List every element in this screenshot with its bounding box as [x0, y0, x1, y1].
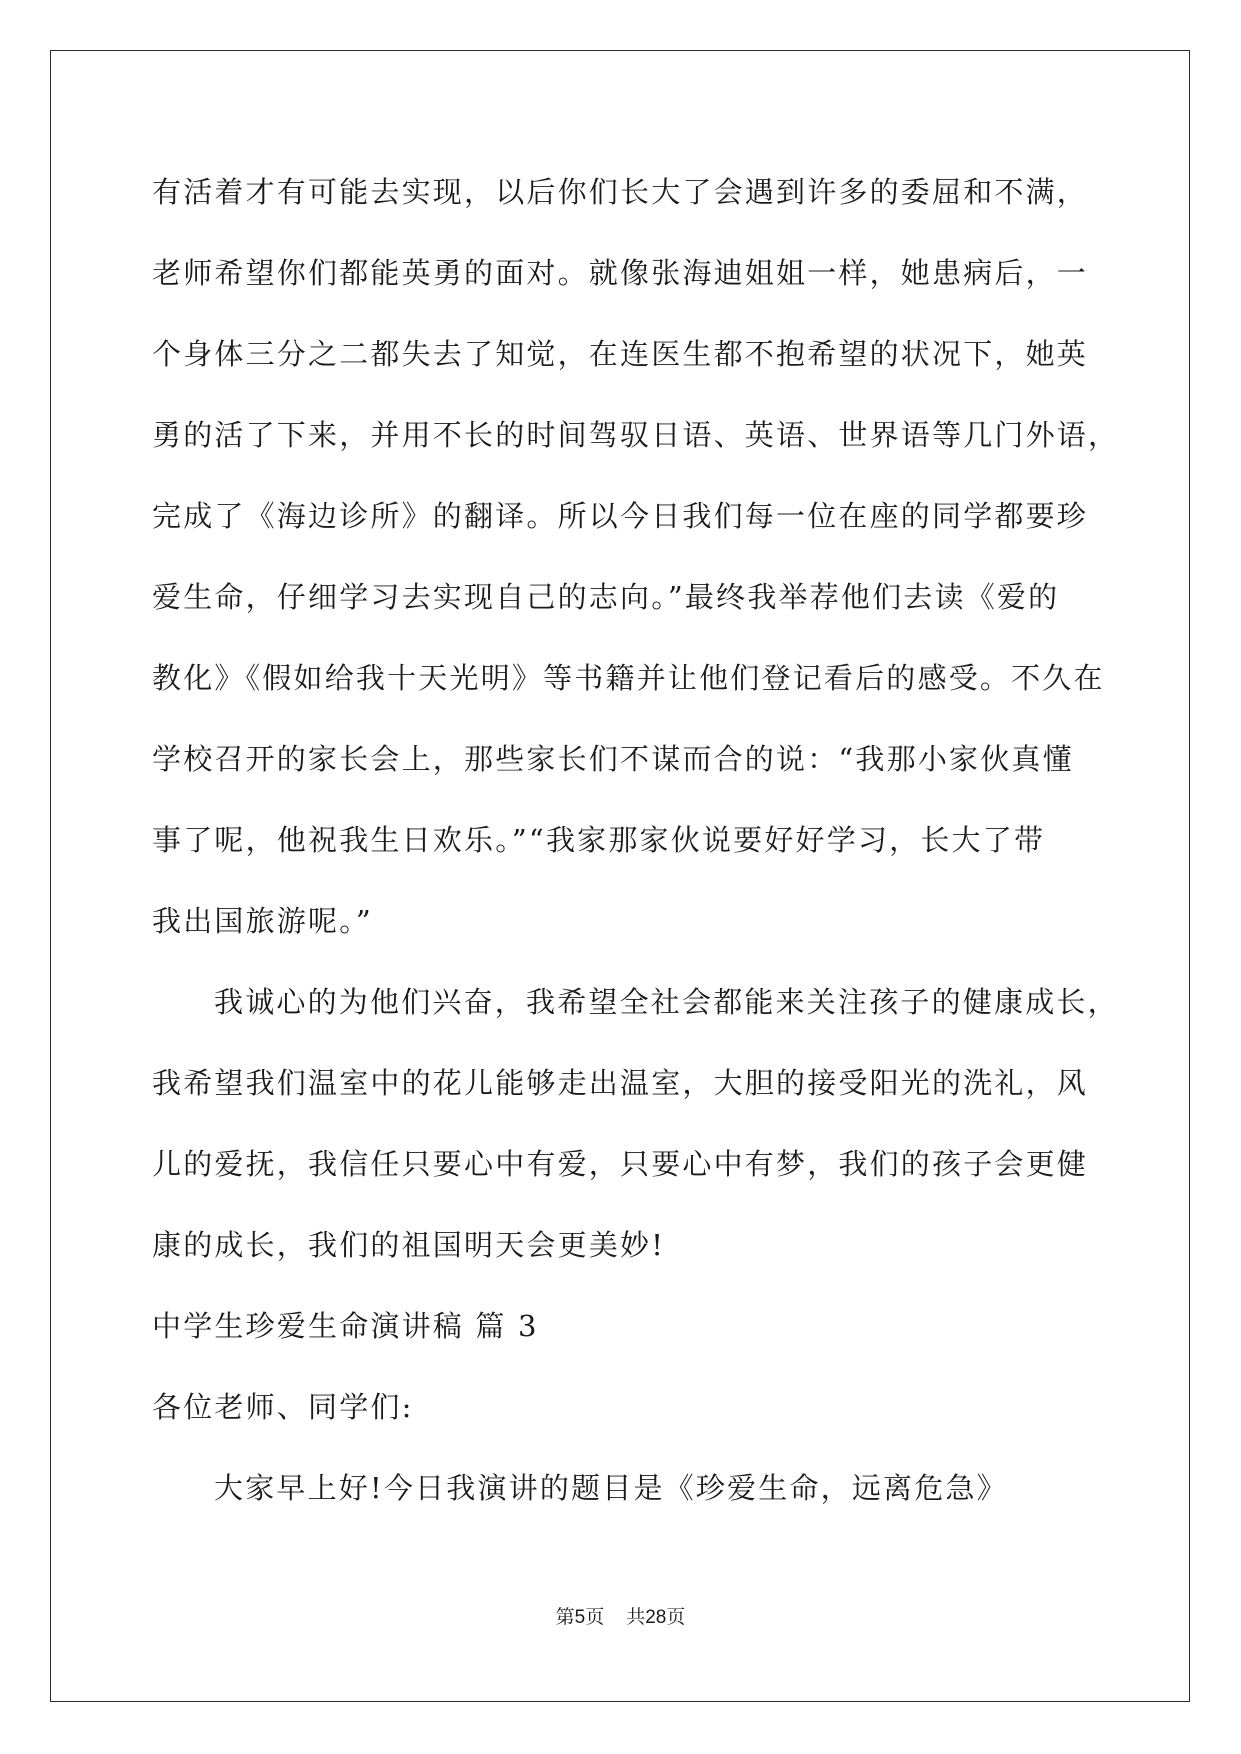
body-line-9: 事了呢，他祝我生日欢乐。”“我家那家伙说要好好学习，长大了带: [152, 823, 1046, 857]
footer-total-suffix: 页: [666, 1606, 686, 1628]
footer-page-prefix: 第: [555, 1606, 575, 1628]
body-line-8: 学校召开的家长会上，那些家长们不谋而合的说：“我那小家伙真懂: [152, 742, 1074, 776]
page-footer: [0, 1602, 1241, 1629]
body-line-5: 完成了《海边诊所》的翻译。所以今日我们每一位在座的同学都要珍: [152, 499, 1089, 533]
salutation: 各位老师、同学们:: [152, 1390, 414, 1424]
body-line-11: 我诚心的为他们兴奋，我希望全社会都能来关注孩子的健康成长，: [214, 985, 1119, 1019]
body-line-14: 康的成长，我们的祖国明天会更美妙!: [152, 1228, 666, 1262]
footer-page-current: 5: [574, 1607, 586, 1628]
body-line-6: 爱生命，仔细学习去实现自己的志向。”最终我举荐他们去读《爱的: [152, 580, 1060, 614]
body-line-13: 儿的爱抚，我信任只要心中有爱，只要心中有梦，我们的孩子会更健: [152, 1147, 1089, 1181]
footer-page-mid: 页: [585, 1606, 605, 1628]
body-line-1: 有活着才有可能去实现，以后你们长大了会遇到许多的委屈和不满，: [152, 175, 1089, 209]
footer-page-total: 28: [645, 1607, 667, 1628]
footer-total-prefix: 共: [626, 1606, 646, 1628]
body-line-4: 勇的活了下来，并用不长的时间驾驭日语、英语、世界语等几门外语，: [152, 418, 1120, 452]
body-line-7: 教化》《假如给我十天光明》等书籍并让他们登记看后的感受。不久在: [152, 661, 1105, 695]
section-heading: 中学生珍爱生命演讲稿 篇 3: [152, 1309, 539, 1343]
body-line-2: 老师希望你们都能英勇的面对。就像张海迪姐姐一样，她患病后，一: [152, 256, 1089, 290]
page-border: [50, 50, 1190, 1702]
body-line-3: 个身体三分之二都失去了知觉，在连医生都不抱希望的状况下，她英: [152, 337, 1089, 371]
body-line-17: 大家早上好!今日我演讲的题目是《珍爱生命，远离危急》: [214, 1471, 1008, 1505]
body-line-10: 我出国旅游呢。”: [152, 904, 373, 938]
body-line-12: 我希望我们温室中的花儿能够走出温室，大胆的接受阳光的洗礼，风: [152, 1066, 1089, 1100]
